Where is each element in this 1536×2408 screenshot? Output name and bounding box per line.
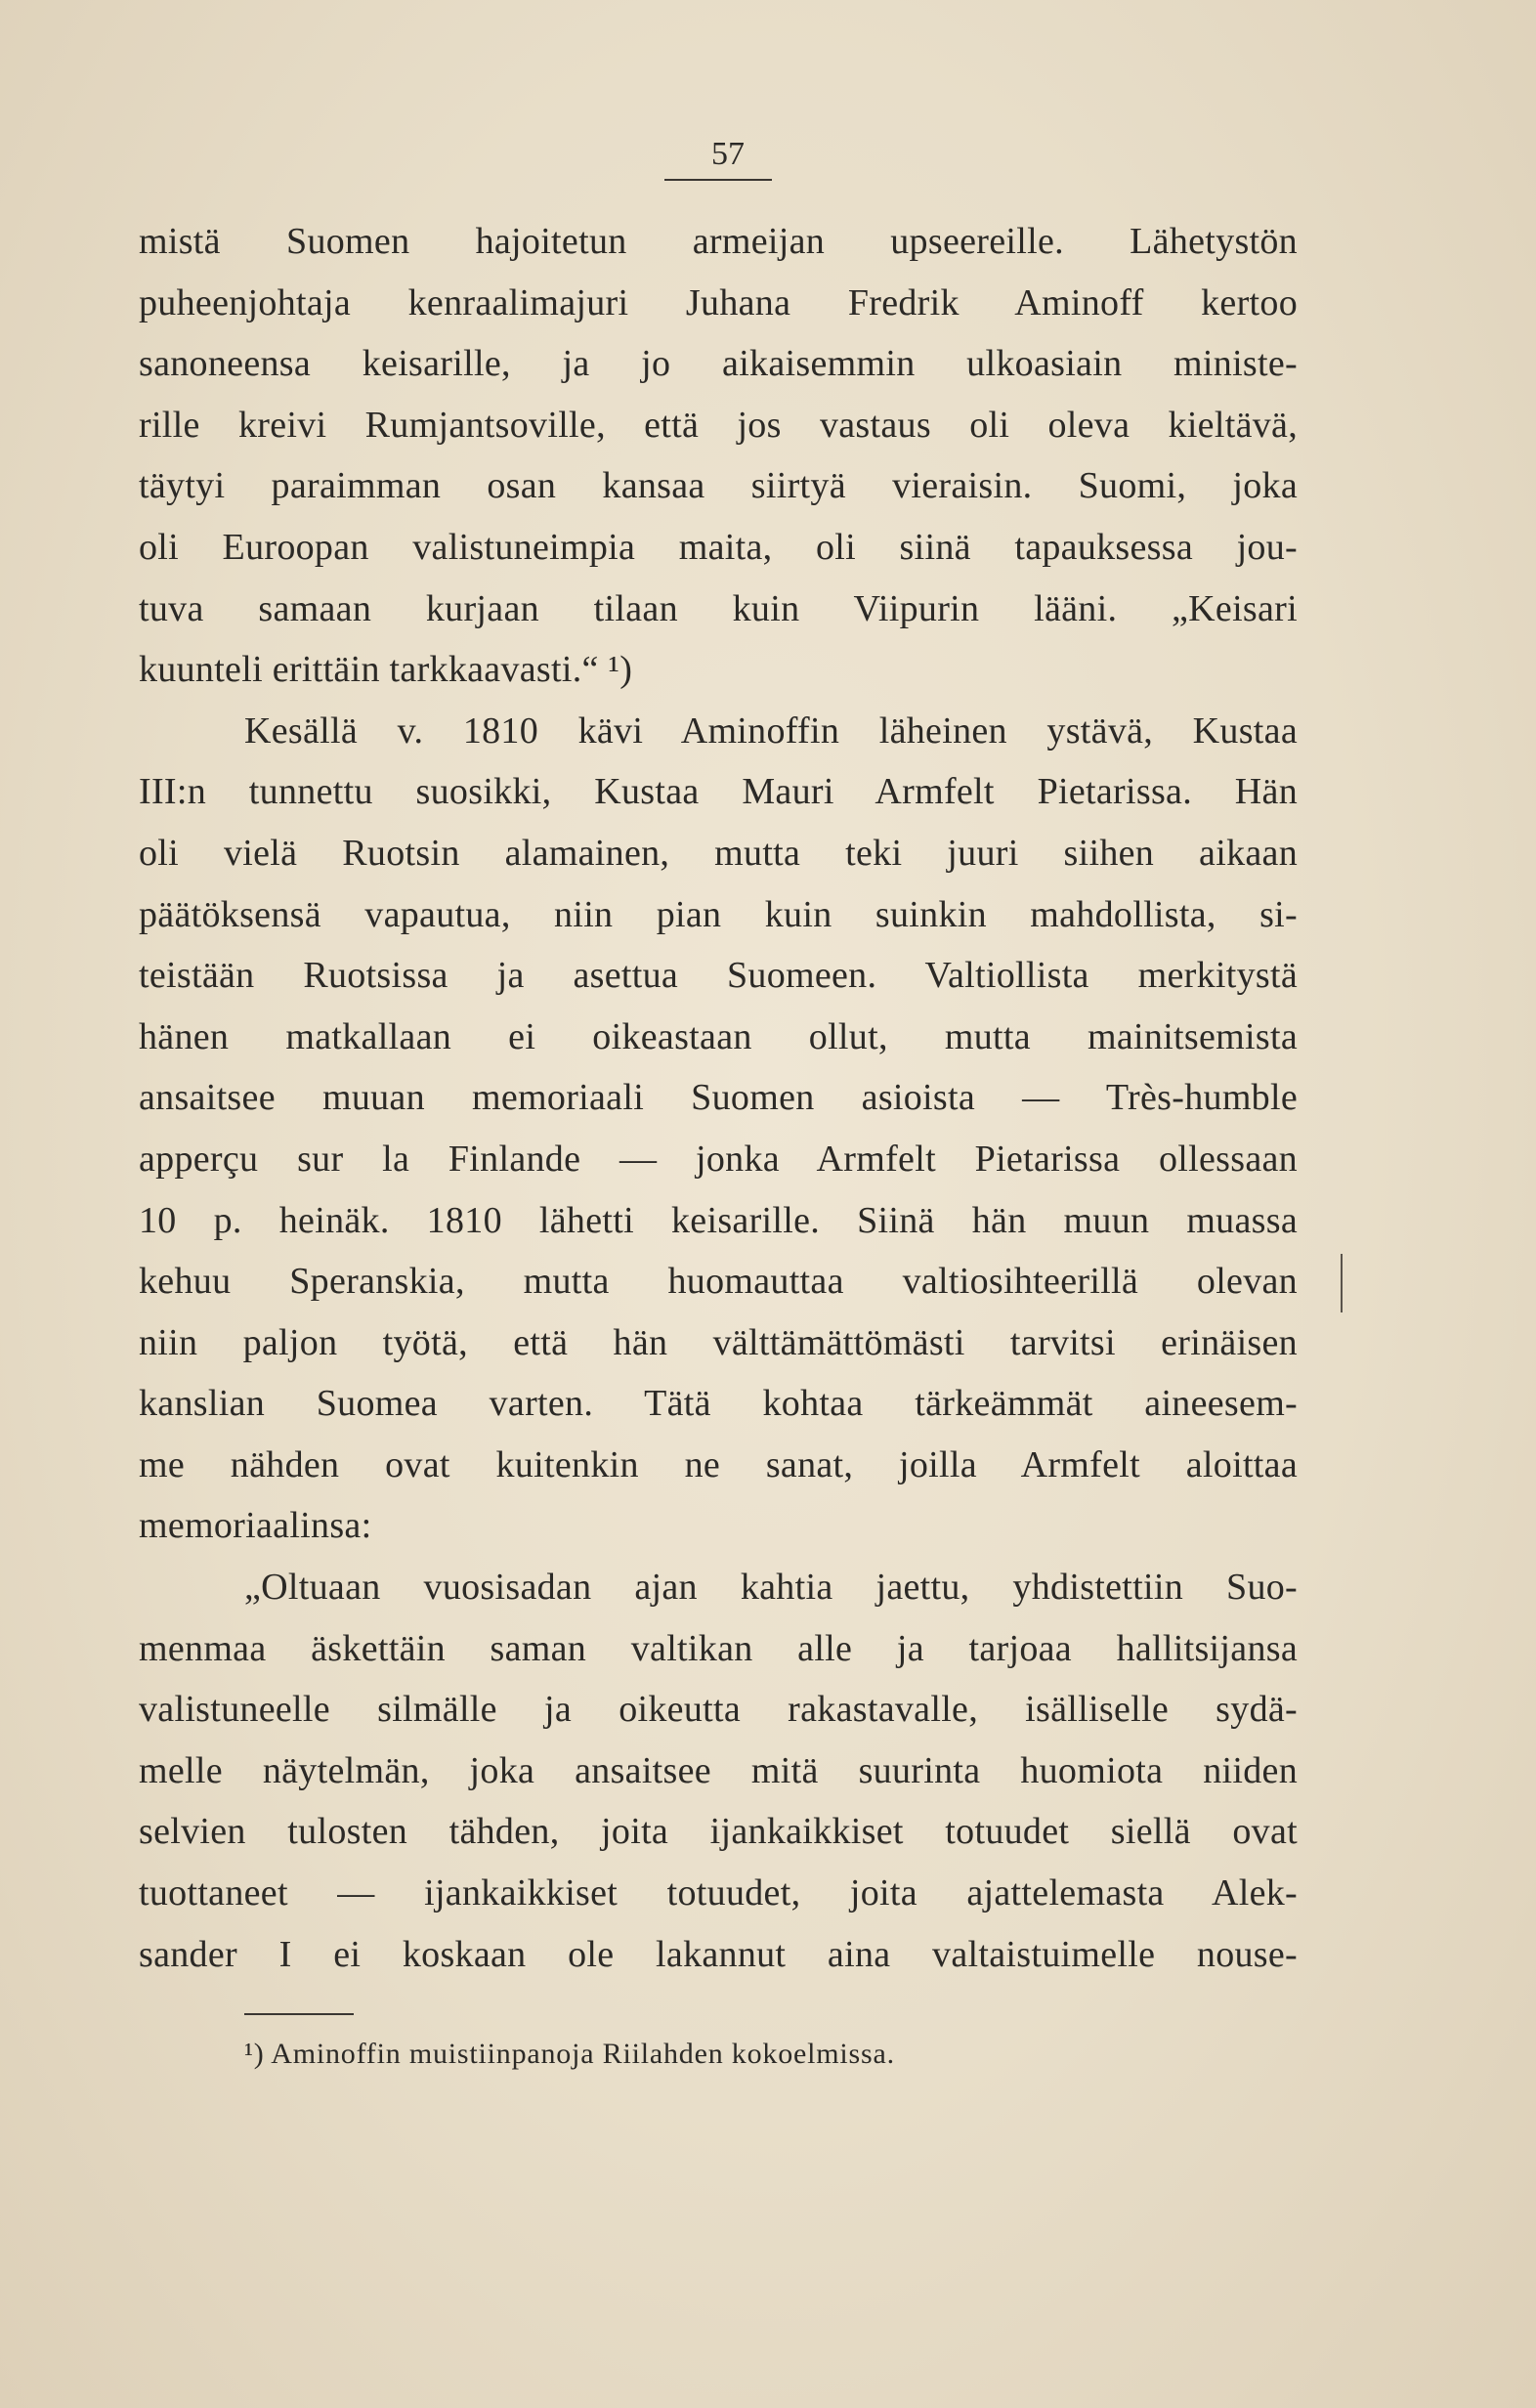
- text-line: päätöksensä vapautua, niin pian kuin suinkin mahdollista, si-: [139, 893, 1298, 935]
- text-line: valistuneelle silmälle ja oikeutta rakastavalle, isälliselle sydä-: [139, 1689, 1298, 1731]
- text-line: 10 p. heinäk. 1810 lähetti keisarille. Siinä hän muun muassa: [139, 1199, 1298, 1241]
- footnote-rule: [244, 2013, 354, 2015]
- text-line: tuottaneet — ijankaikkiset totuudet, joita ajattelemasta Alek-: [139, 1872, 1298, 1914]
- text-line: menmaa äskettäin saman valtikan alle ja tarjoaa hallitsijansa: [139, 1627, 1298, 1669]
- text-line: „Oltuaan vuosisadan ajan kahtia jaettu, yhdistettiin Suo-: [244, 1567, 1298, 1609]
- text-line: oli vielä Ruotsin alamainen, mutta teki juuri siihen aikaan: [139, 832, 1298, 874]
- footnote: ¹) Aminoffin muistiinpanoja Riilahden kokoelmissa.: [244, 2038, 895, 2070]
- text-line: hänen matkallaan ei oikeastaan ollut, mutta mainitsemista: [139, 1015, 1298, 1057]
- text-line: täytyi paraimman osan kansaa siirtyä vieraisin. Suomi, joka: [139, 465, 1298, 507]
- text-line: kanslian Suomea varten. Tätä kohtaa tärkeämmät aineesem-: [139, 1383, 1298, 1425]
- page-number: 57: [711, 136, 745, 172]
- text-line: sanoneensa keisarille, ja jo aikaisemmin ulkoasiain ministe-: [139, 343, 1298, 385]
- text-line: puheenjohtaja kenraalimajuri Juhana Fredrik Aminoff kertoo: [139, 281, 1298, 323]
- text-line: kuunteli erittäin tarkkaavasti.“ ¹): [139, 649, 633, 691]
- text-line: rille kreivi Rumjantsoville, että jos vastaus oli oleva kieltävä,: [139, 404, 1298, 446]
- margin-mark: [1341, 1254, 1343, 1312]
- text-line: tuva samaan kurjaan tilaan kuin Viipurin lääni. „Keisari: [139, 587, 1298, 629]
- text-line: apperçu sur la Finlande — jonka Armfelt Pietarissa ollessaan: [139, 1138, 1298, 1180]
- text-line: kehuu Speranskia, mutta huomauttaa valtiosihteerillä olevan: [139, 1261, 1298, 1303]
- text-line: memoriaalinsa:: [139, 1505, 372, 1547]
- text-line: ansaitsee muuan memoriaali Suomen asioista — Très-humble: [139, 1077, 1298, 1119]
- text-line: niin paljon työtä, että hän välttämättömästi tarvitsi erinäisen: [139, 1321, 1298, 1363]
- text-line: sander I ei koskaan ole lakannut aina valtaistuimelle nouse-: [139, 1933, 1298, 1975]
- text-line: teistään Ruotsissa ja asettua Suomeen. Valtiollista merkitystä: [139, 955, 1298, 997]
- text-line: me nähden ovat kuitenkin ne sanat, joilla Armfelt aloittaa: [139, 1443, 1298, 1485]
- body-text: [139, 211, 1298, 1985]
- page-number-rule: [664, 179, 772, 181]
- text-line: mistä Suomen hajoitetun armeijan upseereille. Lähetystön: [139, 221, 1298, 262]
- text-line: oli Euroopan valistuneimpia maita, oli siinä tapauksessa jou-: [139, 526, 1298, 568]
- text-line: selvien tulosten tähden, joita ijankaikkiset totuudet siellä ovat: [139, 1811, 1298, 1853]
- text-line: Kesällä v. 1810 kävi Aminoffin läheinen ystävä, Kustaa: [244, 710, 1298, 752]
- text-line: III:n tunnettu suosikki, Kustaa Mauri Armfelt Pietarissa. Hän: [139, 771, 1298, 813]
- text-line: melle näytelmän, joka ansaitsee mitä suurinta huomiota niiden: [139, 1749, 1298, 1791]
